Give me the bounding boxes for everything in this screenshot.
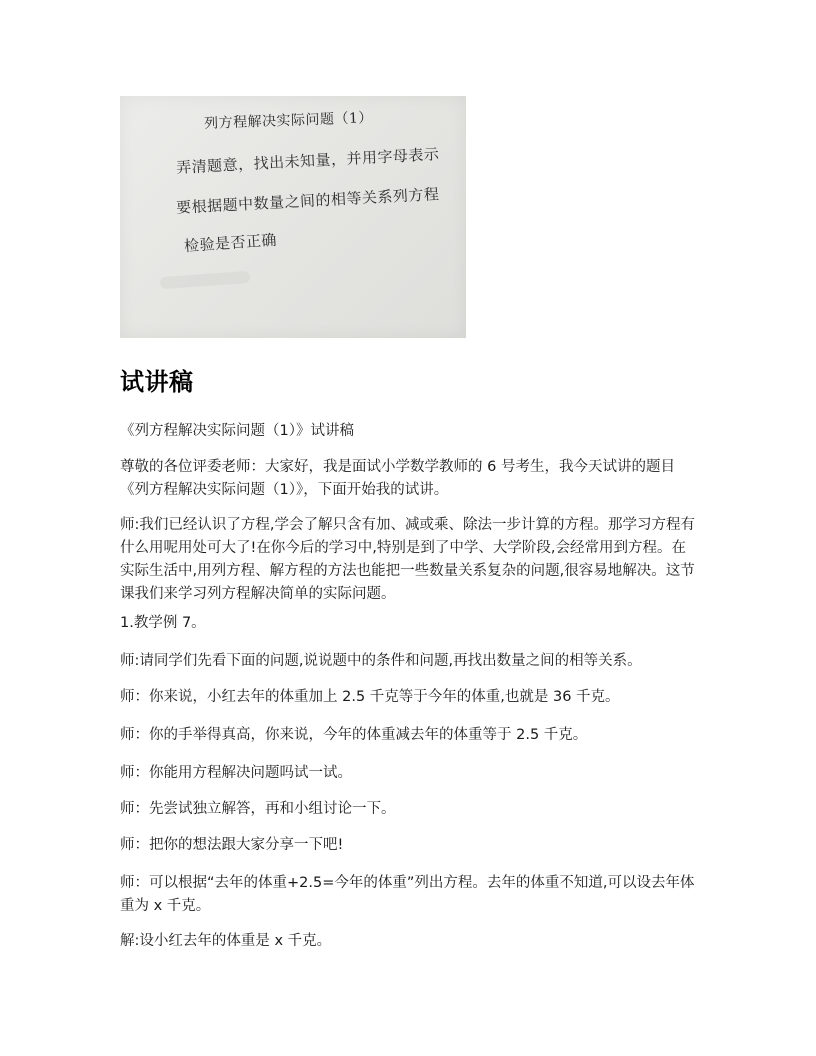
handwritten-line-1: 弄清题意，找出未知量，并用字母表示	[175, 145, 440, 177]
paragraph-teacher-7: 师：可以根据“去年的体重+2.5=今年的体重”列出方程。去年的体重不知道,可以设去年体重为 x 千克。	[120, 875, 695, 914]
paragraph-teacher-6: 师：把你的想法跟大家分享一下吧!	[120, 837, 344, 853]
paragraph-teacher-1: 师:请同学们先看下面的问题,说说题中的条件和问题,再找出数量之间的相等关系。	[120, 653, 642, 669]
handwritten-line-3: 检验是否正确	[183, 230, 278, 256]
paragraph-example-7: 1.教学例 7。	[120, 615, 206, 631]
paragraph-intro: 师:我们已经认识了方程,学会了解只含有加、减或乘、除法一步计算的方程。那学习方程有什么用呢用处可大了!在你今后的学习中,特别是到了中学、大学阶段,会经常用到方程。在实际生活中,用列方程、解方程的方法也能把一些数量关系复杂的问题,很容易地解决。这节课我们来学习列方程解决简单的实际问题。	[120, 517, 695, 602]
handwritten-title: 列方程解决实际问题（1）	[203, 110, 374, 132]
paper-smudge	[160, 271, 251, 289]
paragraph-greeting: 尊敬的各位评委老师：大家好，我是面试小学数学教师的 6 号考生，我今天试讲的题目《列方程解决实际问题（1）》，下面开始我的试讲。	[120, 459, 675, 498]
paragraph-teacher-4: 师：你能用方程解决问题吗试一试。	[120, 765, 352, 781]
handwritten-notes-photo	[120, 96, 466, 338]
section-heading: 试讲稿	[120, 368, 194, 396]
paragraph-solution: 解:设小红去年的体重是 x 千克。	[120, 933, 332, 949]
paragraph-teacher-2: 师：你来说，小红去年的体重加上 2.5 千克等于今年的体重,也就是 36 千克。	[120, 689, 620, 705]
paragraph-teacher-5: 师：先尝试独立解答，再和小组讨论一下。	[120, 801, 396, 817]
paragraph-title: 《列方程解决实际问题（1）》试讲稿	[120, 423, 354, 439]
paragraph-teacher-3: 师：你的手举得真高，你来说，今年的体重减去年的体重等于 2.5 千克。	[120, 727, 588, 743]
handwritten-line-2: 要根据题中数量之间的相等关系列方程	[175, 185, 440, 217]
